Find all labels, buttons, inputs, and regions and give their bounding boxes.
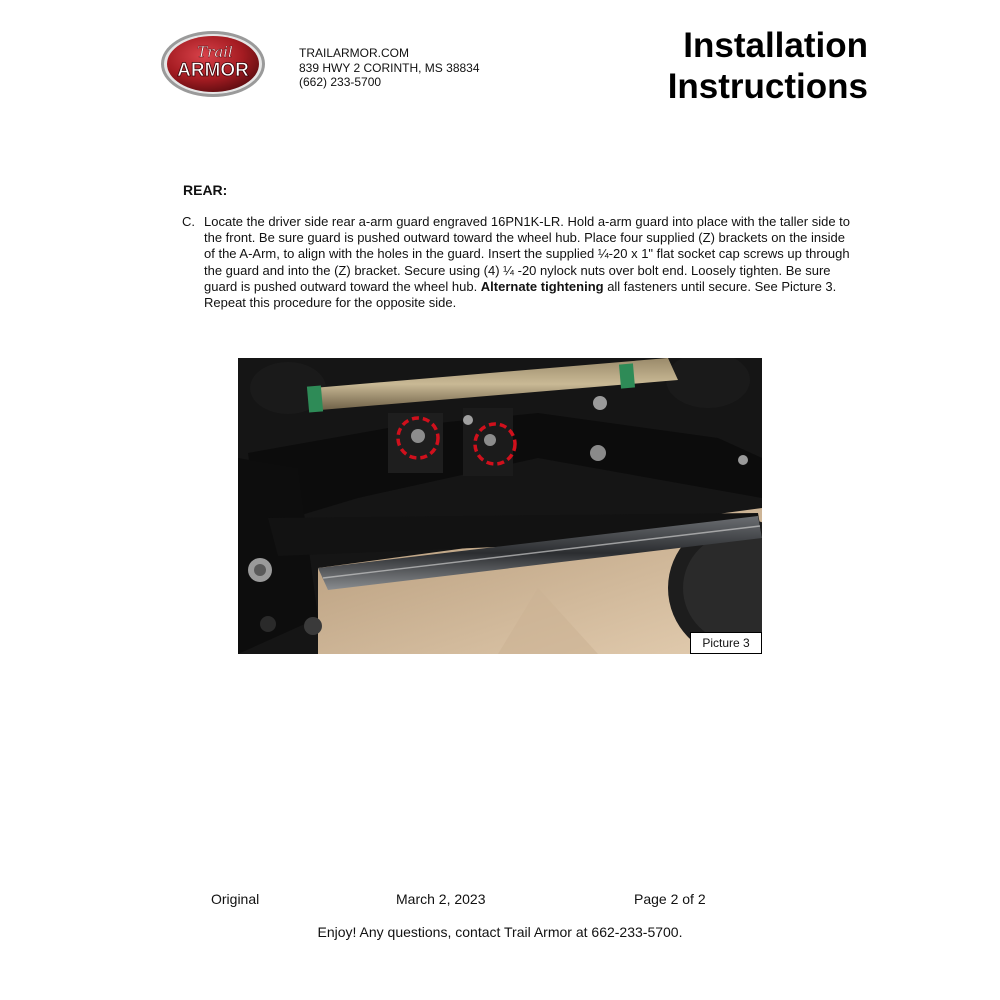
footer-date: March 2, 2023 xyxy=(396,891,486,907)
step-text-part-1: Locate the driver side rear a-arm guard engraved 16PN1K-LR. Hold a-arm guard into place with the taller side to the front. Be sure guard is pushed outward toward the wheel hub. Place four supplied (Z) brackets on the inside of the A-Arm, to align with the holes in the guard. Insert the supplied ¼-20 x 1" flat socket cap screws up through the guard and into the (Z) bracket. Secure using (4) ¼ -20 nylock nuts over bolt end. Loosely tighten. Be sure guard is pushed outward toward the wheel hub. xyxy=(204,214,851,294)
company-phone: (662) 233-5700 xyxy=(299,75,382,89)
a-arm-photo-illustration xyxy=(238,358,762,654)
step-text xyxy=(204,214,854,311)
company-address: 839 HWY 2 CORINTH, MS 38834 xyxy=(299,60,480,75)
footer-page-number: Page 2 of 2 xyxy=(634,891,706,907)
logo-emblem xyxy=(160,30,266,98)
picture-3-photo xyxy=(238,358,762,654)
step-text-bold: Alternate tightening xyxy=(480,278,604,294)
trail-armor-logo xyxy=(160,30,266,98)
footer-status: Original xyxy=(211,891,260,907)
figure-caption: Picture 3 xyxy=(690,632,762,654)
document-title xyxy=(668,25,868,107)
step-marker: C. xyxy=(182,214,195,229)
title-line-1: Installation xyxy=(683,26,868,65)
title-line-2: Instructions xyxy=(667,67,868,106)
step-text-part-2: all fasteners until secure. See Picture 3. Repeat this procedure for the opposite side. xyxy=(204,278,837,311)
company-info xyxy=(299,46,480,90)
logo-text-armor: ARMOR xyxy=(177,60,249,81)
logo-text-trail: Trail xyxy=(197,43,233,61)
instruction-step xyxy=(182,214,854,311)
company-website[interactable]: TRAILARMOR.COM xyxy=(299,46,410,60)
section-heading: REAR: xyxy=(183,182,228,198)
footer-contact-note: Enjoy! Any questions, contact Trail Armor at 662-233-5700. xyxy=(317,924,683,940)
